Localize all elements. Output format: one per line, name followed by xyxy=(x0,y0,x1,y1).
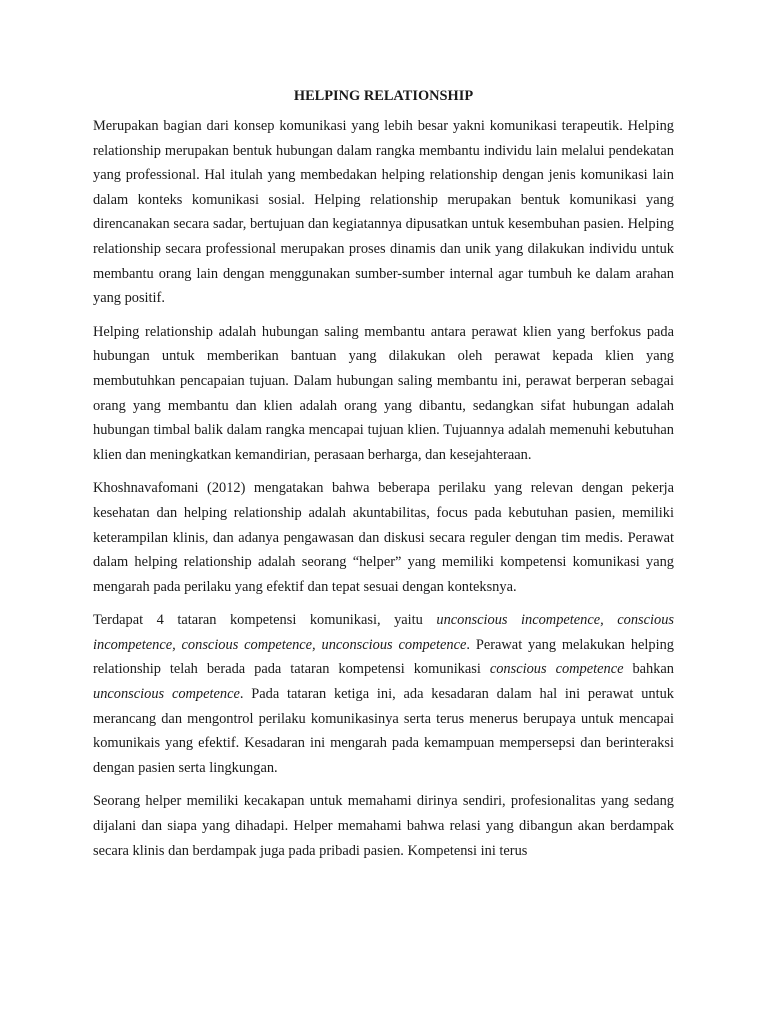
paragraph-text: . Pada tataran ketiga ini, ada kesadaran dalam hal ini perawat untuk merancang dan mengontrol perilaku komunikasinya serta terus menerus berupaya untuk mencapai komunikais yang efektif. Kesadaran ini mengarah pada kemampuan mempersepsi dan berinteraksi dengan pasien serta lingkungan. xyxy=(93,686,674,776)
italic-term: conscious competence xyxy=(489,661,624,678)
paragraph-text: bahkan xyxy=(623,661,675,678)
paragraph-5 xyxy=(93,789,674,863)
paragraph-text: Khoshnavafomani (2012) mengatakan bahwa beberapa perilaku yang relevan dengan pekerja kesehatan dan helping relationship adalah akuntabilitas, focus pada kebutuhan pasien, memiliki keterampilan klinis, dan adanya pengawasan dan diskusi secara reguler dengan tim medis. Perawat dalam helping relationship adalah seorang “helper” yang memiliki kompetensi komunikasi yang mengarah pada perilaku yang efektif dan tepat sesuai dengan konteksnya. xyxy=(93,480,674,595)
italic-term: unconscious incompetence, conscious incompetence, conscious competence, unconscious competence xyxy=(93,612,674,653)
paragraph-text: Helping relationship adalah hubungan saling membantu antara perawat klien yang berfokus pada hubungan untuk memberikan bantuan yang dilakukan oleh perawat kepada klien yang membutuhkan pencapaian tujuan. Dalam hubungan saling membantu ini, perawat berperan sebagai orang yang membantu dan klien adalah orang yang dibantu, sedangkan sifat hubungan adalah hubungan timbal balik dalam rangka mencapai tujuan klien. Tujuannya adalah memenuhi kebutuhan klien dan meningkatkan kemandirian, perasaan berharga, dan kesejahteraan. xyxy=(93,323,674,463)
paragraph-text: Merupakan bagian dari konsep komunikasi yang lebih besar yakni komunikasi terapeutik. Helping relationship merupakan bentuk hubungan dalam rangka membantu individu lain melalui pendekatan yang professional. Hal itulah yang membedakan helping relationship dengan jenis komunikasi lain dalam konteks komunikasi sosial. Helping relationship merupakan bentuk komunikasi yang direncanakan secara sadar, bertujuan dan kegiatannya dipusatkan untuk kesembuhan pasien. Helping relationship secara professional merupakan proses dinamis dan unik yang dilakukan individu untuk membantu orang lain dengan menggunakan sumber-sumber internal agar tumbuh ke dalam arahan yang positif. xyxy=(93,118,674,307)
document-page xyxy=(93,84,674,872)
italic-term: unconscious competence xyxy=(93,686,240,703)
document-title: HELPING RELATIONSHIP xyxy=(293,88,474,104)
paragraph-text: . Perawat yang melakukan helping relationship telah berada pada tataran kompetensi komunikasi xyxy=(93,636,674,678)
paragraph-4 xyxy=(93,608,674,780)
paragraph-3 xyxy=(93,476,674,599)
paragraph-text: Seorang helper memiliki kecakapan untuk memahami dirinya sendiri, profesionalitas yang sedang dijalani dan siapa yang dihadapi. Helper memahami bahwa relasi yang dibangun akan berdampak secara klinis dan berdampak juga pada pribadi pasien. Kompetensi ini terus xyxy=(93,793,674,859)
paragraph-text: Terdapat 4 tataran kompetensi komunikasi, yaitu xyxy=(93,612,437,629)
paragraph-1 xyxy=(93,114,674,311)
paragraph-2 xyxy=(93,320,674,468)
